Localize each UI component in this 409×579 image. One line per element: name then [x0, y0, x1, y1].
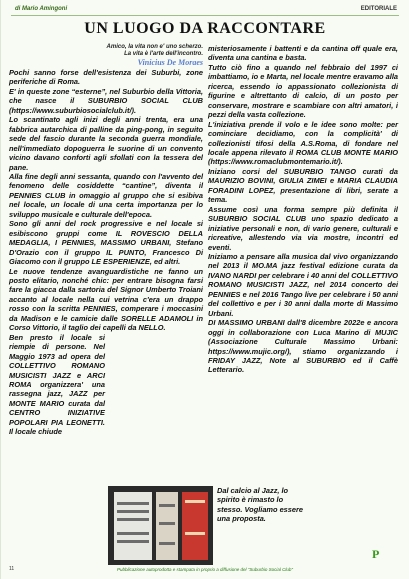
- left-column: [9, 44, 203, 437]
- paragraph: E' in queste zone “esterne”, nel Suburbio della Vittoria, che nasce il SUBURBIO SOCIAL CLUB (https://www.suburbiosocialclub.it/).: [9, 86, 203, 115]
- epigraph-signature: Vinicius De Moraes: [137, 58, 203, 67]
- photo-caption: Dal calcio al Jazz, lo spirito è rimasto lo stesso. Vogliamo essere una proposta.: [217, 486, 303, 524]
- epigraph-line-1: Amico, la vita non e' uno scherzo.: [106, 44, 203, 50]
- paragraph: Iniziano corsi del SUBURBIO TANGO curati da MAURIZIO BOVINI, GIULIA ZIMEI e MARIA CLAUDIA FORADINI LOPEZ, presentazione di libri, serate a tema.: [208, 166, 398, 205]
- epigraph: [9, 44, 203, 66]
- paragraph: Ben presto il locale si riempie di persone. Nel Maggio 1973 ad opera del COLLETTIVO ROMANO MUSICISTI JAZZ e ARCI ROMA organizzera' una rassegna jazz, JAZZ per MONTE MARIO curata dal CENTRO INIZIATIVE POPOLARI PIA LEONETTI. Il locale chiude: [9, 332, 105, 437]
- poster-image: [156, 492, 178, 560]
- poster-image: [182, 492, 208, 560]
- header-section: EDITORIALE: [360, 6, 397, 12]
- paragraph: DI MASSIMO URBANI dall'8 dicembre 2022e e ancora oggi in collaborazione con Luca Marino di MUJIC (Associazione Culturale Massimo Urbani: https://www.mujic.org/), stiamo organizzando i FRIDAY JAZZ, Note al SUBURBIO ed il Caffè Letterario.: [208, 318, 398, 375]
- epigraph-line-2: La vita è l'arte dell'incontro.: [124, 51, 203, 57]
- header-rule: [11, 15, 399, 16]
- paragraph: Pochi sanno forse dell'esistenza dei Suburbi, zone periferiche di Roma.: [9, 68, 203, 87]
- page-number: 11: [9, 566, 15, 572]
- svg-text:P: P: [372, 547, 380, 559]
- club-logo-icon: [371, 547, 385, 559]
- paragraph: Sono gli anni del rock progressive e nel locale si esibiscono gruppi come IL ROVESCIO DELLA MEDAGLIA, I PENNIES, MASSIMO URBANI, Stefano D'Orazio con il gruppo IL PUNTO, Francesco Di Giacomo con il gruppo LE ESPERIENZE, ed altri.: [9, 219, 203, 267]
- paragraph: Assume così una forma sempre più definita il SUBURBIO SOCIAL CLUB uno spazio dedicato a iniziative personali e non, di vario genere, culturali e ricreative, allestendo via via mostre, incontri ed eventi.: [208, 204, 398, 252]
- paragraph: Tutto ciò fino a quando nel febbraio del 1997 ci imbattiamo, io e Marta, nel locale mentre eravamo alla ricerca, essendo io appassionato collezionista di figurine e altrettanto di calcio, di un posto per conservare, mostrare e scambiare con altri amatori, i pezzi della vasta collezione.: [208, 62, 398, 120]
- paragraph: L'iniziativa prende il volo e le idee sono molte: per cominciare decidiamo, con la complicità' di collezionisti tifosi della A.S.Roma, di fondare nel locale appena rilevato il ROMA CLUB MONTE MARIO (https://www.romaclubmontemario.it/).: [208, 119, 398, 167]
- paragraph: misteriosamente i battenti e da cantina off quale era, diventa una cantina e basta.: [208, 44, 398, 63]
- paragraph: Le nuove tendenze avanguardistiche ne fanno un posto elitario, nonché chic: per entrare bisogna farsi fare la giacca dalla sartoria del Signor Umberto Troiani accanto al locale nella cui vetrina c'era un drappo rosso con la scritta PENNIES, comperare i moccasini da Madison e le camicie dalle SORELLE ADAMOLI in Corso Vittorio, il taglio dei capelli da NELLO.: [9, 266, 203, 333]
- header-author: di Mario Amingoni: [15, 6, 68, 12]
- paragraph: Lo scantinato agli inizi degli anni trenta, era una fabbrica autarchica di palline da ping-pong, in seguito sede del fascio durante la seconda guerra mondiale, nell'immediato dopoguerra le suorine di un convento vicino davano conforti agli sfollati con la tessera del pane.: [9, 115, 203, 172]
- paragraph: Alla fine degli anni sessanta, quando con l'avvento del fenomeno delle cosiddette “cantine”, diventa il PENNIES CLUB in omaggio al gruppo che si esibiva nel locale, un locale di una certa importanza per lo sviluppo musicale e culturale dell'epoca.: [9, 171, 203, 219]
- poster-image: [114, 492, 152, 560]
- collection-photo: [108, 486, 213, 565]
- article-title: UN LUOGO DA RACCONTARE: [84, 20, 326, 37]
- right-column: [208, 44, 398, 375]
- paragraph: Iniziamo a pensare alla musica dal vivo organizzando nel 2013 il MO.MA jazz festival edizione curata da IVANO NARDI per celebrare i 40 anni del COLLETTIVO ROMANO MUSICISTI JAZZ, nel 2014 concerto dei PENNIES e nel 2016 Tango live per celebrare i 50 anni del collettivo e per i 30 anni dalla morte di Massimo Urbani.: [208, 251, 399, 318]
- footer-note: Pubblicazione autoprodotta e stampata in proprio a diffusione del "Suburbio Social Club": [116, 567, 294, 572]
